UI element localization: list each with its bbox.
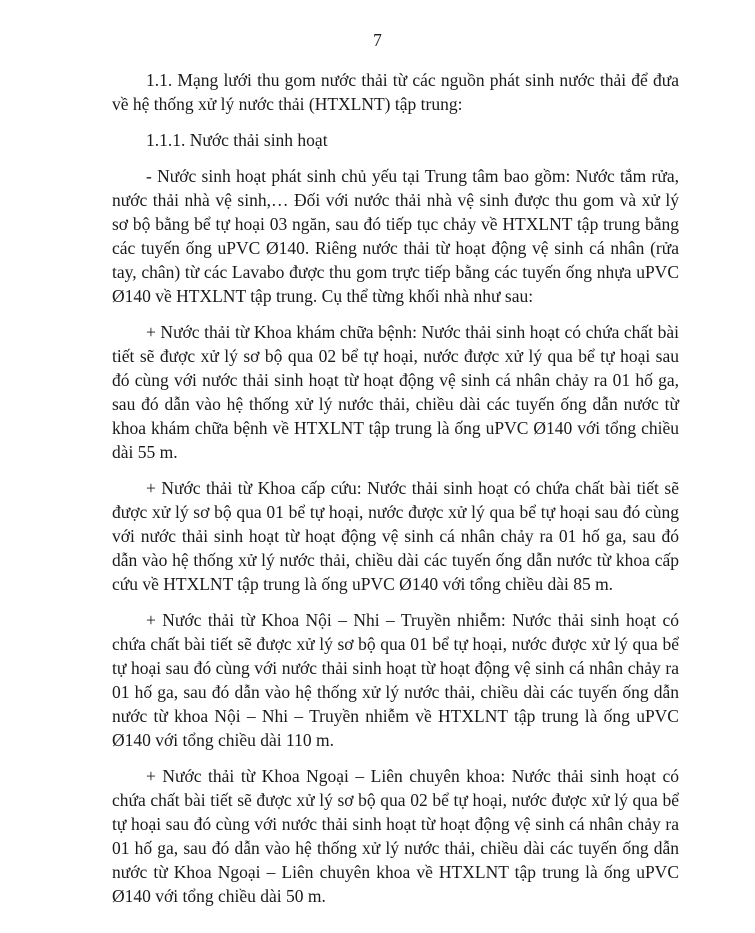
- paragraph-noi-nhi-truyen-nhiem: + Nước thải từ Khoa Nội – Nhi – Truyền nhiễm: Nước thải sinh hoạt có chứa chất bài tiết sẽ được xử lý sơ bộ qua 01 bể tự hoại, nước được xử lý qua bể tự hoại sau đó cùng với nước thải sinh hoạt từ hoạt động vệ sinh cá nhân chảy ra 01 hố ga, sau đó dẫn vào hệ thống xử lý nước thải, chiều dài các tuyến ống dẫn nước từ khoa Nội – Nhi – Truyền nhiễm về HTXLNT tập trung là ống uPVC Ø140 với tổng chiều dài 110 m.: [112, 610, 679, 750]
- paragraph-cap-cuu: + Nước thải từ Khoa cấp cứu: Nước thải sinh hoạt có chứa chất bài tiết sẽ được xử lý sơ bộ qua 01 bể tự hoại, nước được xử lý qua bể tự hoại sau đó cùng với nước thải sinh hoạt từ hoạt động vệ sinh cá nhân chảy ra 01 hố ga, sau đó dẫn vào hệ thống xử lý nước thải, chiều dài các tuyến ống dẫn nước từ khoa cấp cứu về HTXLNT tập trung là ống uPVC Ø140 với tổng chiều dài 85 m.: [112, 478, 679, 594]
- page-number: 7: [373, 30, 382, 50]
- paragraph-kham-chua-benh: + Nước thải từ Khoa khám chữa bệnh: Nước thải sinh hoạt có chứa chất bài tiết sẽ được xử lý sơ bộ qua 02 bể tự hoại, nước được xử lý qua bể tự hoại sau đó cùng với nước thải sinh hoạt từ hoạt động vệ sinh cá nhân chảy ra 01 hố ga, sau đó dẫn vào hệ thống xử lý nước thải, chiều dài các tuyến ống dẫn nước từ khoa khám chữa bệnh về HTXLNT tập trung là ống uPVC Ø140 với tổng chiều dài 55 m.: [112, 322, 679, 462]
- section-heading-1-1: 1.1. Mạng lưới thu gom nước thải từ các nguồn phát sinh nước thải để đưa về hệ thống xử lý nước thải (HTXLNT) tập trung:: [112, 70, 679, 114]
- paragraph-ngoai-lien-chuyen-khoa: + Nước thải từ Khoa Ngoại – Liên chuyên khoa: Nước thải sinh hoạt có chứa chất bài tiết sẽ được xử lý sơ bộ qua 02 bể tự hoại, nước được xử lý qua bể tự hoại sau đó cùng với nước thải sinh hoạt từ hoạt động vệ sinh cá nhân chảy ra 01 hố ga, sau đó dẫn vào hệ thống xử lý nước thải, chiều dài các tuyến ống dẫn nước từ Khoa Ngoại – Liên chuyên khoa về HTXLNT tập trung là ống uPVC Ø140 với tổng chiều dài 50 m.: [112, 766, 679, 906]
- paragraph-overview: - Nước sinh hoạt phát sinh chủ yếu tại Trung tâm bao gồm: Nước tắm rửa, nước thải nhà vệ sinh,… Đối với nước thải nhà vệ sinh được thu gom và xử lý sơ bộ bằng bể tự hoại 03 ngăn, sau đó tiếp tục chảy về HTXLNT tập trung bằng các tuyến ống uPVC Ø140. Riêng nước thải từ hoạt động vệ sinh cá nhân (rửa tay, chân) từ các Lavabo được thu gom trực tiếp bằng các tuyến ống nhựa uPVC Ø140 về HTXLNT tập trung. Cụ thể từng khối nhà như sau:: [112, 166, 679, 306]
- subsection-heading-1-1-1: 1.1.1. Nước thải sinh hoạt: [146, 130, 328, 150]
- document-body: [112, 68, 679, 920]
